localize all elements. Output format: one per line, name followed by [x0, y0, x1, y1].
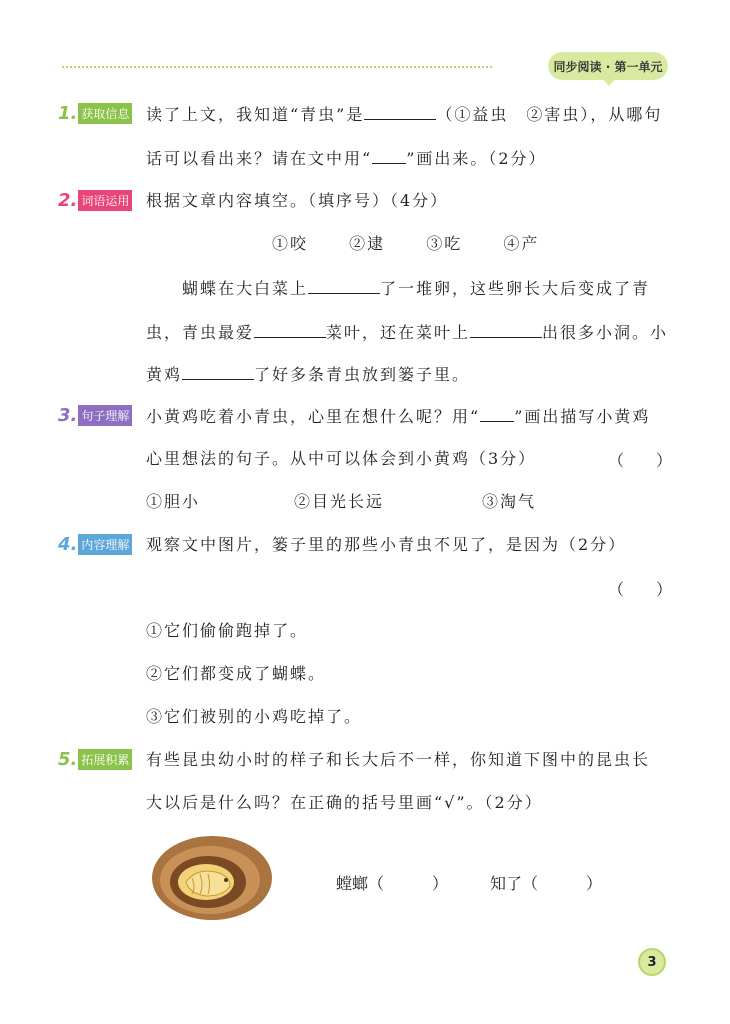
q2-text-4: 菜叶，还在菜叶上 — [326, 323, 471, 342]
q2-text-3: 虫，青虫最爱 — [146, 323, 255, 342]
q5-tag: 拓展积累 — [78, 749, 132, 770]
q2-option-3: ③吃 — [426, 234, 463, 253]
header-dotted-line — [62, 66, 492, 68]
q2-text-2: 了一堆卵，这些卵长大后变成了青 — [380, 279, 651, 298]
q1-text-c: 话可以看出来？请在文中用“ — [146, 149, 373, 168]
page-number: 3 — [638, 948, 666, 976]
q4-option-3: ③它们被别的小鸡吃掉了。 — [146, 707, 363, 726]
q3-line1 — [146, 405, 650, 428]
q3-underline-sample — [480, 405, 514, 422]
q2-options — [272, 233, 539, 255]
q1-header — [58, 103, 132, 124]
q2-number: 2. — [58, 190, 78, 211]
q3-option-1: ①胆小 — [146, 492, 201, 511]
q2-blank-4[interactable] — [182, 363, 254, 380]
q2-text-7: 了好多条青虫放到篓子里。 — [254, 365, 471, 384]
q2-tag: 词语运用 — [78, 190, 132, 211]
q1-underline-sample — [372, 147, 406, 164]
q1-line1 — [146, 103, 662, 126]
q3-text-b: ”画出描写小黄鸡 — [514, 407, 651, 426]
q4-line1: 观察文中图片，篓子里的那些小青虫不见了，是因为（2分） — [146, 535, 627, 554]
q1-tag: 获取信息 — [78, 103, 132, 124]
q1-text-d: ”画出来。（2分） — [406, 149, 547, 168]
q1-number: 1. — [58, 103, 78, 124]
q2-option-4: ④产 — [503, 234, 540, 253]
q2-option-2: ②逮 — [349, 234, 386, 253]
q3-option-3: ③淘气 — [482, 492, 537, 511]
q2-text-1: 蝴蝶在大白菜上 — [182, 279, 309, 298]
q2-passage-line2 — [146, 321, 668, 344]
q2-blank-3[interactable] — [470, 321, 542, 338]
q2-passage-line1 — [182, 277, 650, 300]
q2-blank-1[interactable] — [308, 277, 380, 294]
q3-answer-paren[interactable]: （ ） — [608, 451, 673, 470]
unit-tag — [548, 52, 668, 80]
q1-line2 — [146, 147, 547, 170]
q4-option-2: ②它们都变成了蝴蝶。 — [146, 664, 327, 683]
q5-header — [58, 749, 132, 770]
q3-header — [58, 405, 132, 426]
q2-text-5: 出很多小洞。小 — [542, 323, 669, 342]
q1-text-a: 读了上文，我知道“青虫”是 — [146, 105, 365, 124]
q4-number: 4. — [58, 534, 78, 555]
q3-tag: 句子理解 — [78, 405, 132, 426]
q2-option-1: ①咬 — [272, 234, 309, 253]
q2-passage-line3 — [146, 363, 470, 386]
q4-option-1: ①它们偷偷跑掉了。 — [146, 621, 309, 640]
q4-answer-paren[interactable]: （ ） — [608, 580, 673, 599]
q3-option-2: ②目光长远 — [294, 492, 385, 511]
q5-line1: 有些昆虫幼小时的样子和长大后不一样，你知道下图中的昆虫长 — [146, 750, 651, 769]
q2-text-6: 黄鸡 — [146, 365, 183, 384]
q3-text-a: 小黄鸡吃着小青虫，心里在想什么呢？用“ — [146, 407, 481, 426]
q3-number: 3. — [58, 405, 78, 426]
q5-choice-cicada[interactable]: 知了（ ） — [490, 874, 603, 893]
q5-choice-mantis[interactable]: 螳螂（ ） — [336, 874, 449, 893]
q2-blank-2[interactable] — [254, 321, 326, 338]
q4-header — [58, 534, 132, 555]
q5-line2: 大以后是什么吗？在正确的括号里画“√”。（2分） — [146, 793, 543, 812]
q4-tag: 内容理解 — [78, 534, 132, 555]
q1-text-b: （①益虫 ②害虫），从哪句 — [436, 105, 663, 124]
cicada-nymph-illustration — [150, 830, 274, 922]
unit-tag-label: 同步阅读 · 第一单元 — [553, 59, 663, 74]
q3-line2: 心里想法的句子。从中可以体会到小黄鸡（3分） — [146, 449, 537, 468]
q2-header — [58, 190, 132, 211]
q3-options — [146, 491, 537, 513]
q5-number: 5. — [58, 749, 78, 770]
q2-instruction: 根据文章内容填空。（填序号）（4分） — [146, 191, 449, 210]
q1-answer-blank[interactable] — [364, 103, 436, 120]
